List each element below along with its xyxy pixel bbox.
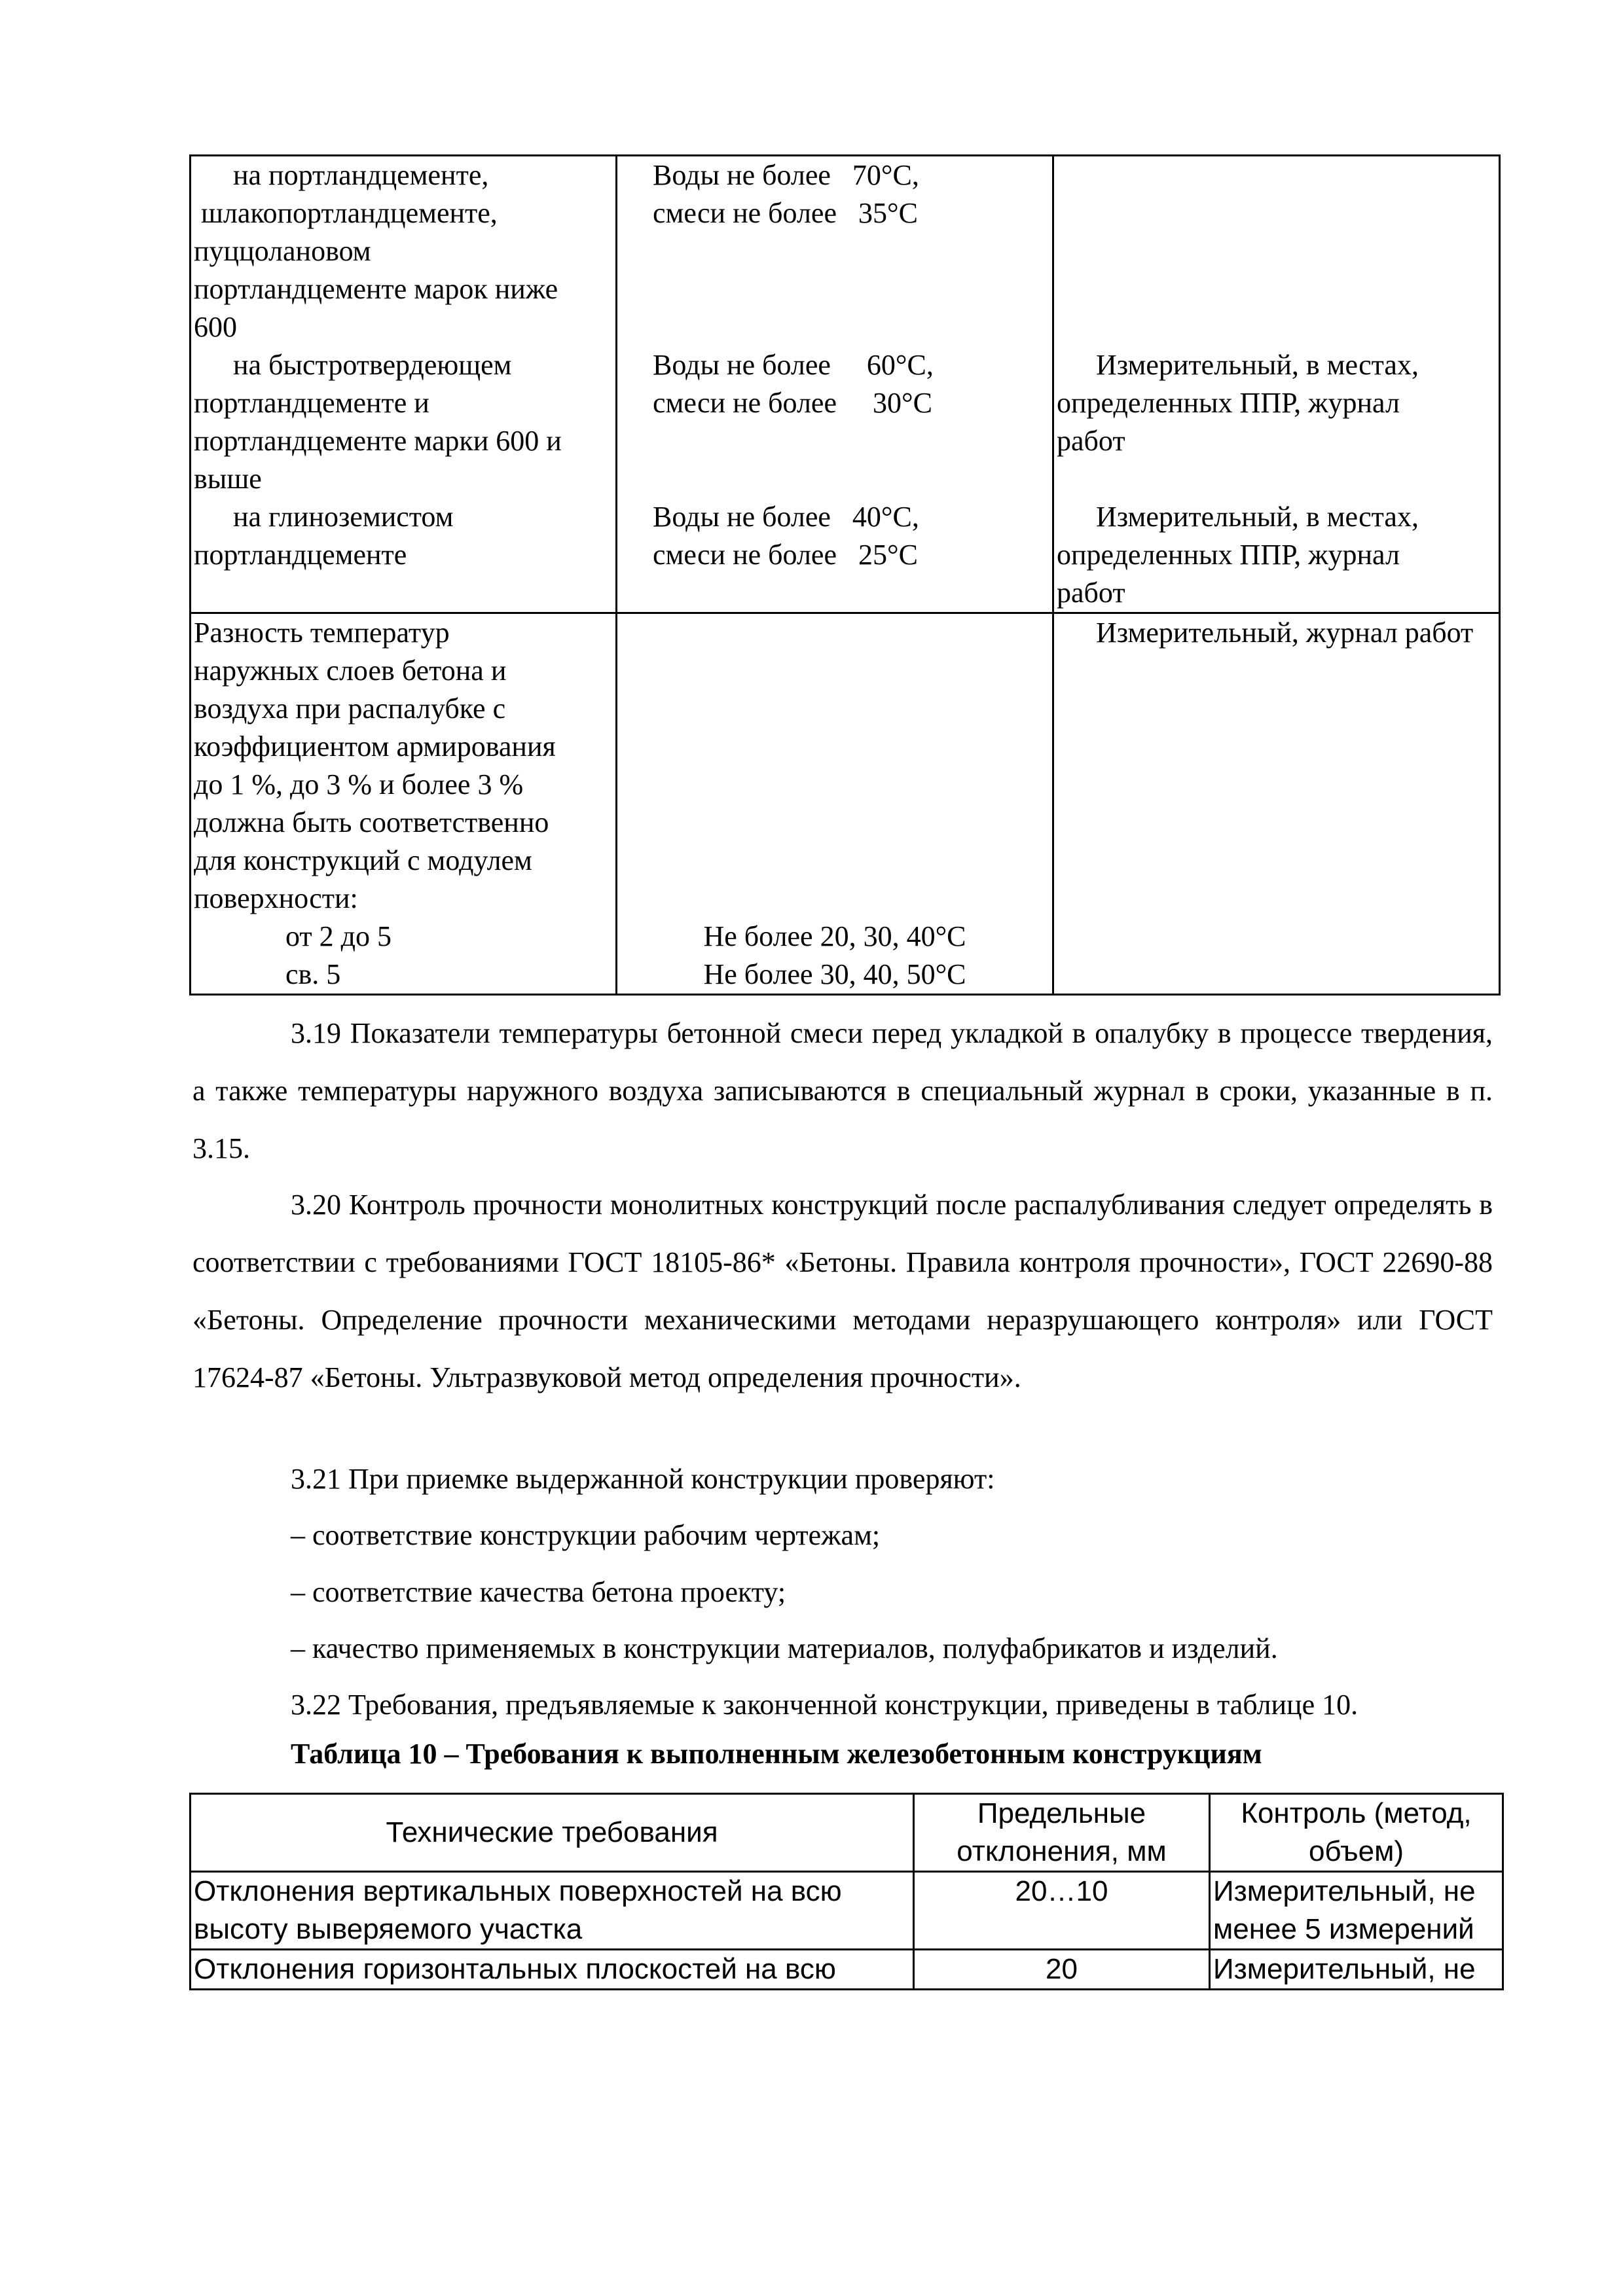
table-cell <box>191 1872 914 1950</box>
paragraph-3-21: 3.21 При приемке выдержанной конструкции проверяют: <box>291 1463 995 1495</box>
cell-line: от 2 до 5 <box>285 920 392 952</box>
table-row <box>191 613 1500 995</box>
cell-line: Воды не более 70°С, <box>653 159 919 191</box>
cell-line: Измерительный, в местах, <box>1096 501 1419 533</box>
table-cell <box>617 613 1053 995</box>
cell-line: высоту выверяемого участка <box>194 1913 583 1945</box>
cell-line: коэффициентом армирования <box>194 730 556 762</box>
cell-line: Не более 20, 30, 40°С <box>703 920 966 952</box>
paragraph-3-22: 3.22 Требования, предъявляемые к законченной конструкции, приведены в таблице 10. <box>291 1689 1359 1721</box>
table-cell <box>191 156 617 613</box>
cell-line: определенных ППР, журнал <box>1057 539 1400 571</box>
table-cell <box>191 1950 914 1990</box>
cell-line: Отклонения горизонтальных плоскостей на всю <box>194 1953 836 1985</box>
table-cell <box>1053 613 1500 995</box>
cell-line: портландцементе и <box>194 387 429 419</box>
temperature-table <box>189 154 1501 996</box>
cell-line: Не более 30, 40, 50°С <box>703 958 966 990</box>
cell-line: портландцементе <box>194 539 407 571</box>
cell-line: портландцементе марки 600 и <box>194 425 562 457</box>
cell-line: воздуха при распалубке с <box>194 692 506 725</box>
table-cell <box>617 156 1053 613</box>
cell-line: работ <box>1057 425 1125 457</box>
cell-line: на портландцементе, <box>233 159 489 191</box>
cell-line: Измерительный, журнал работ <box>1096 617 1474 649</box>
cell-line: на быстротвердеющем <box>233 349 512 381</box>
table-cell <box>1053 156 1500 613</box>
cell-line: выше <box>194 463 262 495</box>
table-row <box>191 1950 1503 1990</box>
list-item: – соответствие качества бетона проекту; <box>291 1576 786 1608</box>
cell-line: смеси не более 30°С <box>653 387 932 419</box>
cell-line: Воды не более 60°С, <box>653 349 934 381</box>
list-item: – соответствие конструкции рабочим чертежам; <box>291 1519 881 1551</box>
column-header: Технические требования <box>191 1794 914 1872</box>
cell-line: портландцементе марок ниже <box>194 273 558 305</box>
cell-line: смеси не более 35°С <box>653 197 918 229</box>
list-item: – качество применяемых в конструкции материалов, полуфабрикатов и изделий. <box>291 1632 1278 1664</box>
cell-line: наружных слоев бетона и <box>194 655 507 687</box>
table-cell: 20…10 <box>914 1872 1210 1950</box>
column-header: Контроль (метод, объем) <box>1210 1794 1503 1872</box>
cell-line: Воды не более 40°С, <box>653 501 919 533</box>
cell-line: пуццолановом <box>194 235 371 267</box>
table-cell <box>1210 1872 1503 1950</box>
cell-line: Отклонения вертикальных поверхностей на всю <box>194 1875 842 1907</box>
cell-line: Измерительный, не <box>1213 1875 1476 1907</box>
table-row <box>191 156 1500 613</box>
table-row <box>191 1872 1503 1950</box>
cell-line: Разность температур <box>194 617 450 649</box>
cell-line: смеси не более 25°С <box>653 539 918 571</box>
cell-line: до 1 %, до 3 % и более 3 % <box>194 768 524 800</box>
table-caption: Таблица 10 – Требования к выполненным железобетонным конструкциям <box>291 1738 1262 1770</box>
cell-line: Измерительный, в местах, <box>1096 349 1419 381</box>
cell-line: должна быть соответственно <box>194 806 549 838</box>
table-cell <box>191 613 617 995</box>
paragraph-text: 3.20 Контроль прочности монолитных конструкций после распалубливания следует определять в соответствии с требованиями ГОСТ 18105-86* «Бетоны. Правила контроля прочности», ГОСТ 22690-88 «Бетоны. Определение прочности механическими методами неразрушающего контроля» или ГОСТ 17624-87 «Бетоны. Ультразвуковой метод определения прочности». <box>192 1189 1493 1393</box>
table-cell <box>1210 1950 1503 1990</box>
cell-line: шлакопортландцементе, <box>194 197 498 229</box>
cell-line: на глиноземистом <box>233 501 454 533</box>
table-cell: 20 <box>914 1950 1210 1990</box>
cell-line: менее 5 измерений <box>1213 1913 1474 1945</box>
column-header: Предельные отклонения, мм <box>914 1794 1210 1872</box>
cell-line: 600 <box>194 311 237 343</box>
cell-line: поверхности: <box>194 882 358 914</box>
table-header-row <box>191 1794 1503 1872</box>
paragraph-3-19 <box>192 1005 1493 1177</box>
cell-line: св. 5 <box>285 958 341 990</box>
requirements-table <box>189 1793 1504 1990</box>
cell-line: для конструкций с модулем <box>194 844 532 876</box>
paragraph-text: 3.19 Показатели температуры бетонной смеси перед укладкой в опалубку в процессе твердения, а также температуры наружного воздуха записываются в специальный журнал в сроки, указанные в п. 3.15. <box>192 1017 1493 1164</box>
paragraph-3-20 <box>192 1176 1493 1407</box>
cell-line: работ <box>1057 577 1125 609</box>
cell-line: определенных ППР, журнал <box>1057 387 1400 419</box>
cell-line: Измерительный, не <box>1213 1953 1476 1985</box>
